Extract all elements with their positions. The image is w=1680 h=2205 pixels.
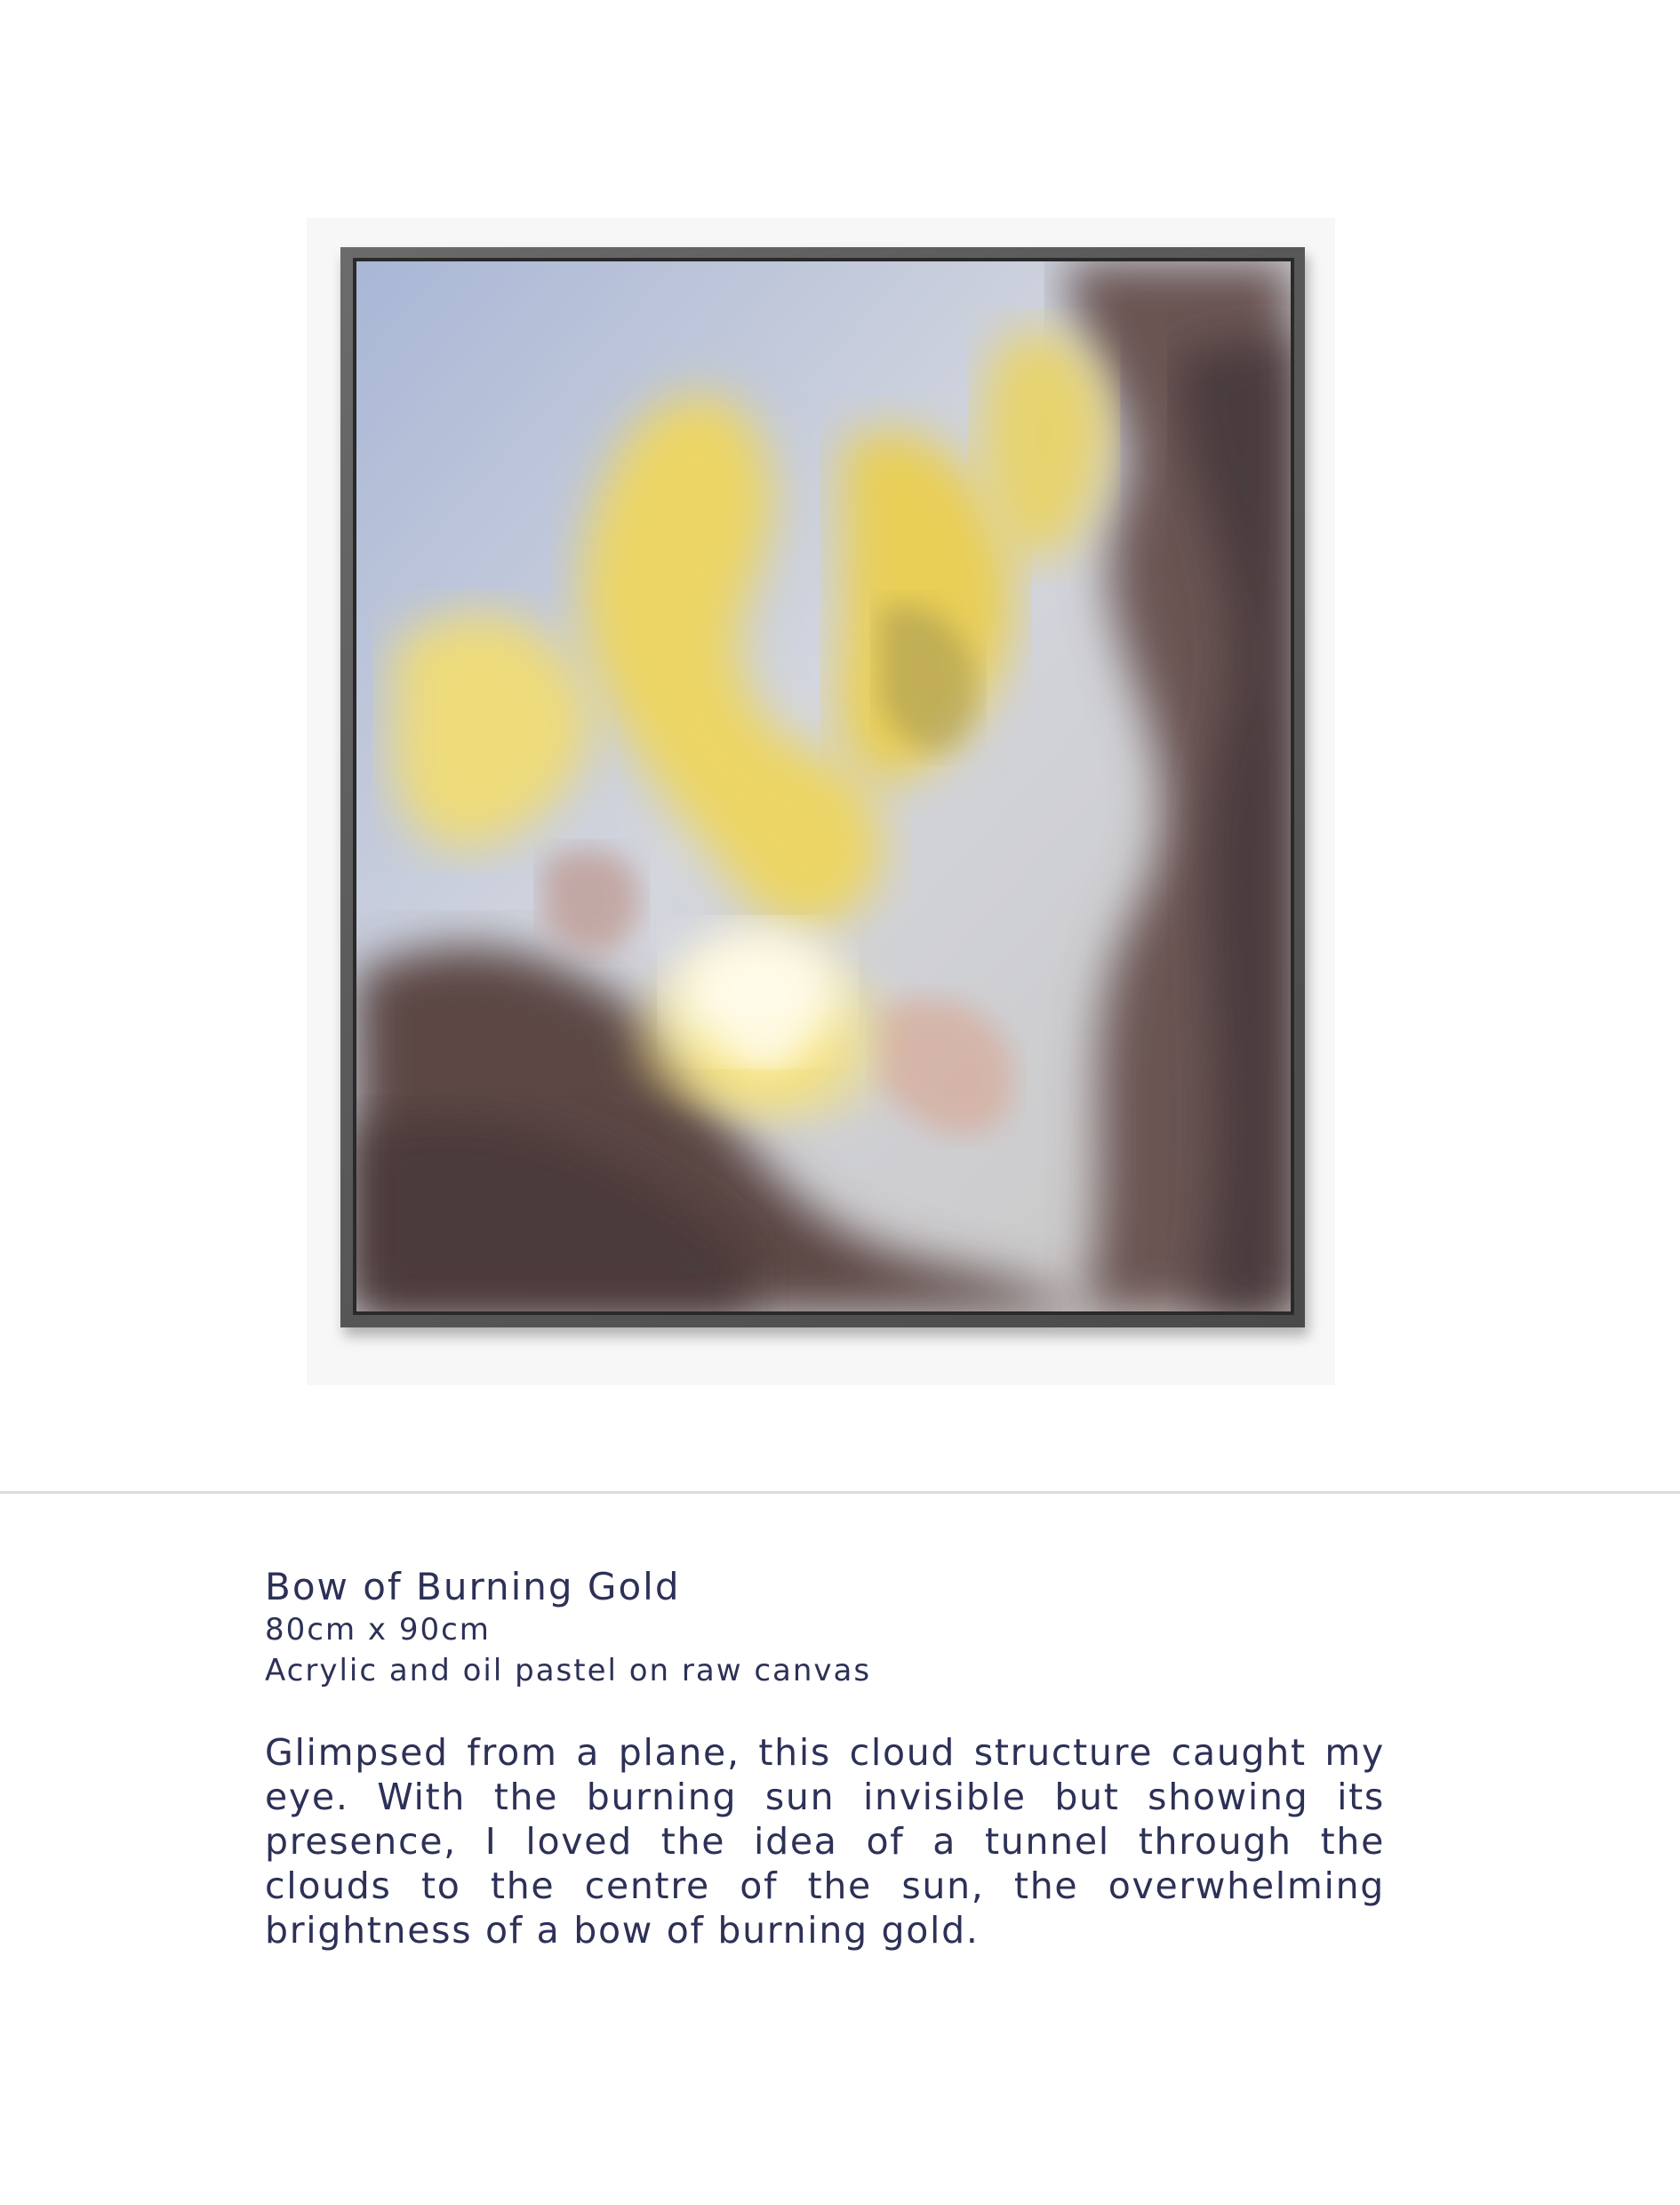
artwork-dimensions: 80cm x 90cm xyxy=(265,1612,491,1648)
section-divider xyxy=(0,1491,1680,1494)
painting-canvas xyxy=(356,261,1291,1311)
frame-inner-edge xyxy=(353,258,1294,1315)
artwork-medium: Acrylic and oil pastel on raw canvas xyxy=(265,1653,872,1688)
artwork-caption xyxy=(265,1565,1385,1989)
artwork-title: Bow of Burning Gold xyxy=(265,1565,681,1608)
artwork-description: Glimpsed from a plane, this cloud structure caught my eye. With the burning sun invisible but showing its presence, I loved the idea of a tunnel through the clouds to the centre of the sun, the overwhelming brightness of a bow of burning gold. xyxy=(265,1731,1385,1952)
picture-frame xyxy=(340,247,1305,1327)
painting-image xyxy=(356,261,1291,1311)
artwork-photo xyxy=(307,218,1335,1385)
